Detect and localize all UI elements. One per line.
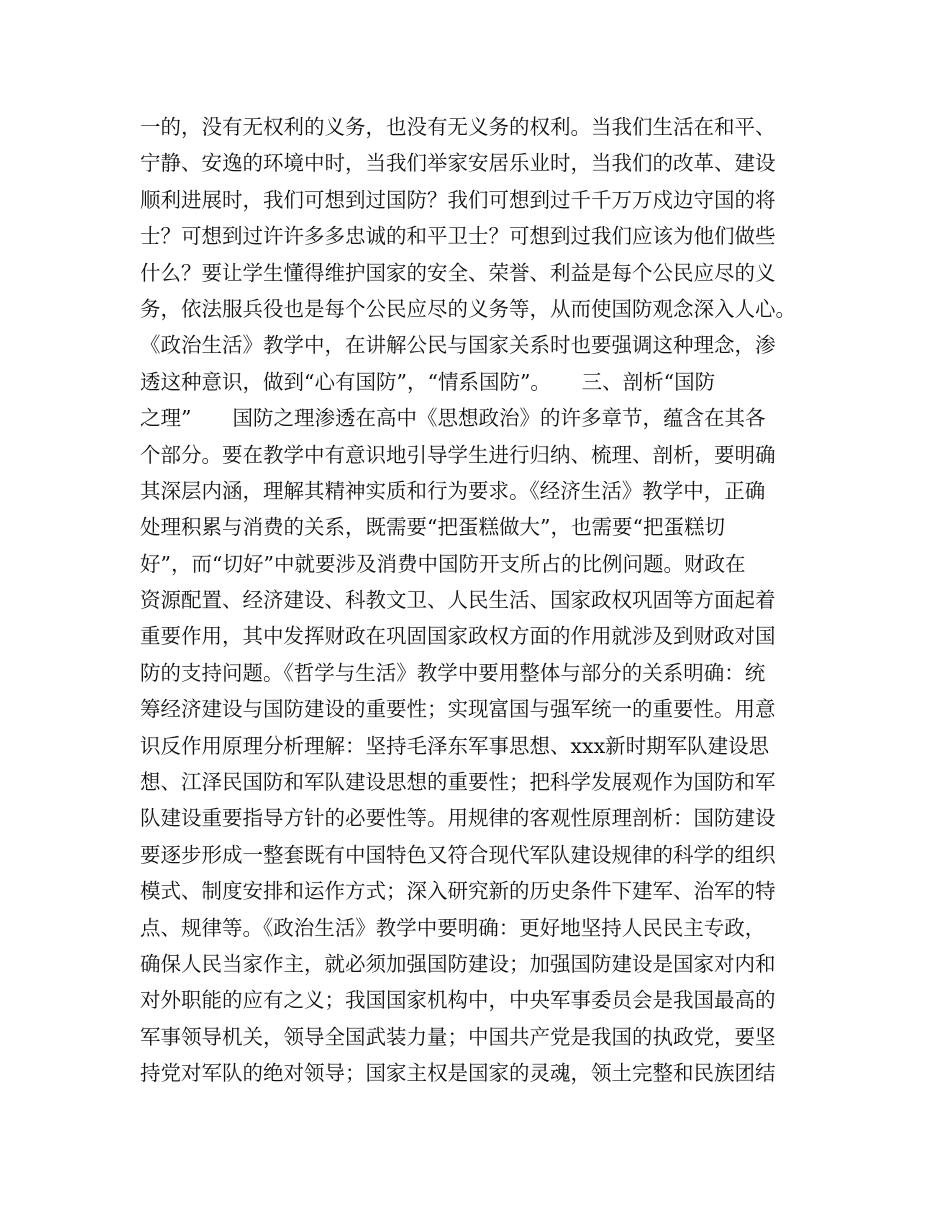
text-line: 防的支持问题。《哲学与生活》教学中要用整体与部分的关系明确：统 — [140, 660, 766, 685]
text-line: 《政治生活》教学中，在讲解公民与国家关系时也要强调这种理念，渗 — [140, 333, 776, 358]
text-line: 模式、制度安排和运作方式；深入研究新的历史条件下建军、治军的特 — [140, 879, 776, 904]
text-line: 对外职能的应有之义；我国国家机构中，中央军事委员会是我国最高的 — [140, 988, 776, 1013]
text-line: 处理积累与消费的关系，既需要“把蛋糕做大”，也需要“把蛋糕切 — [140, 515, 725, 540]
text-line: 队建设重要指导方针的必要性等。用规律的客观性原理剖析：国防建设 — [140, 806, 776, 831]
text-line: 透这种意识，做到“心有国防”，“情系国防”。 三、剖析“国防 — [140, 369, 716, 394]
text-line: 什么？要让学生懂得维护国家的安全、荣誉、利益是每个公民应尽的义 — [140, 260, 776, 285]
text-line: 务，依法服兵役也是每个公民应尽的义务等，从而使国防观念深入人心。 — [140, 296, 796, 321]
text-line: 军事领导机关，领导全国武装力量；中国共产党是我国的执政党，要坚 — [140, 1024, 776, 1049]
text-line: 顺利进展时，我们可想到过国防？我们可想到过千千万万戍边守国的将 — [140, 187, 776, 212]
body-text — [140, 109, 830, 1092]
text-line: 士？可想到过许许多多忠诚的和平卫士？可想到过我们应该为他们做些 — [140, 224, 776, 249]
text-line: 重要作用，其中发挥财政在巩固国家政权方面的作用就涉及到财政对国 — [140, 624, 776, 649]
text-line: 好”，而“切好”中就要涉及消费中国防开支所占的比例问题。财政在 — [140, 551, 746, 576]
text-line: 资源配置、经济建设、科教文卫、人民生活、国家政权巩固等方面起着 — [140, 588, 776, 613]
text-line: 筹经济建设与国防建设的重要性；实现富国与强军统一的重要性。用意 — [140, 697, 776, 722]
text-line: 持党对军队的绝对领导；国家主权是国家的灵魂，领土完整和民族团结 — [140, 1061, 776, 1086]
text-line: 要逐步形成一整套既有中国特色又符合现代军队建设规律的科学的组织 — [140, 842, 776, 867]
text-line: 其深层内涵，理解其精神实质和行为要求。《经济生活》教学中，正确 — [140, 478, 766, 503]
text-line: 之理” 国防之理渗透在高中《思想政治》的许多章节，蕴含在其各 — [140, 406, 766, 431]
text-line: 想、江泽民国防和军队建设思想的重要性；把科学发展观作为国防和军 — [140, 770, 776, 795]
text-line: 一的，没有无权利的义务，也没有无义务的权利。当我们生活在和平、 — [140, 115, 776, 139]
text-line: 识反作用原理分析理解：坚持毛泽东军事思想、xxx新时期军队建设思 — [140, 733, 770, 758]
text-line: 确保人民当家作主，就必须加强国防建设；加强国防建设是国家对内和 — [140, 951, 776, 976]
text-line: 点、规律等。《政治生活》教学中要明确：更好地坚持人民民主专政， — [140, 915, 766, 940]
text-line: 个部分。要在教学中有意识地引导学生进行归纳、梳理、剖析，要明确 — [140, 442, 776, 467]
text-line: 宁静、安逸的环境中时，当我们举家安居乐业时，当我们的改革、建设 — [140, 151, 776, 176]
